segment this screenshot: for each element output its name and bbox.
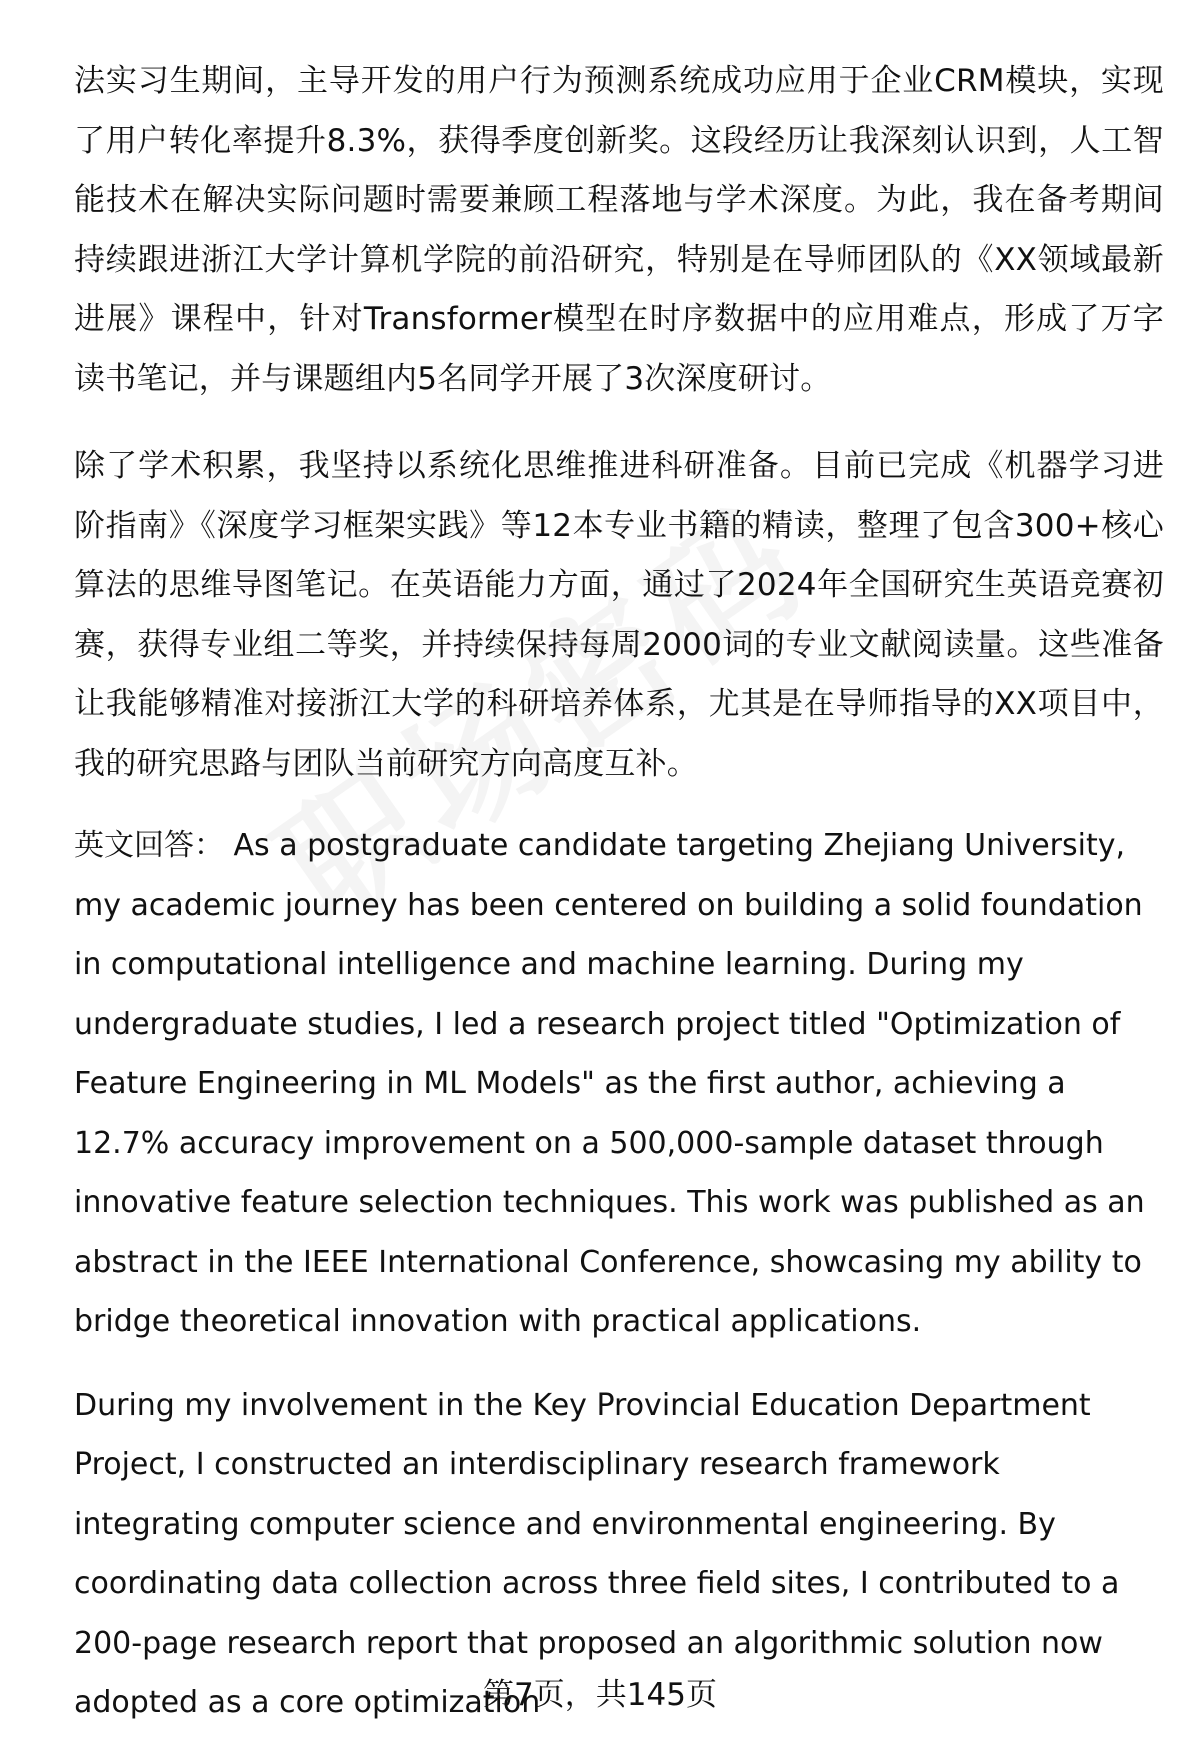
document-body — [74, 52, 1164, 1763]
paragraph-preparation: 除了学术积累，我坚持以系统化思维推进科研准备。目前已完成《机器学习进阶指南》《深度学习框架实践》等12本专业书籍的精读，整理了包含300+核心算法的思维导图笔记。在英语能力方面，通过了2024年全国研究生英语竞赛初赛，获得专业组二等奖，并持续保持每周2000词的专业文献阅读量。这些准备让我能够精准对接浙江大学的科研培养体系，尤其是在导师指导的XX项目中，我的研究思路与团队当前研究方向高度互补。 — [74, 448, 1164, 782]
page-number: 第7页，共145页 — [483, 1677, 717, 1713]
paragraph-english-answer: 英文回答： As a postgraduate candidate targeting Zhejiang University, my academic journey has been centered on building a solid foundation in computational intelligence and machine learning. During my undergraduate studies, I led a research project titled "Optimization of Feature Engineering in ML Models" as the first author, achieving a 12.7% accuracy improvement on a 500,000-sample dataset through innovative feature selection techniques. This work was published as an abstract in the IEEE International Conference, showcasing my ability to bridge theoretical innovation with practical applications. — [74, 828, 1145, 1339]
paragraph-internship: 法实习生期间，主导开发的用户行为预测系统成功应用于企业CRM模块，实现了用户转化率提升8.3%，获得季度创新奖。这段经历让我深刻认识到，人工智能技术在解决实际问题时需要兼顾工程落地与学术深度。为此，我在备考期间持续跟进浙江大学计算机学院的前沿研究，特别是在导师团队的《XX领域最新进展》课程中，针对Transformer模型在时序数据中的应用难点，形成了万字读书笔记，并与课题组内5名同学开展了3次深度研讨。 — [74, 63, 1164, 397]
paragraph-provincial-project: During my involvement in the Key Provincial Education Department Project, I constructed an interdisciplinary research framework integrating computer science and environmental engineering. By coordinating data collection across three field sites, I contributed to a 200-page research report that proposed an algorithmic solution now adopted as a core optimization — [74, 1387, 1120, 1720]
